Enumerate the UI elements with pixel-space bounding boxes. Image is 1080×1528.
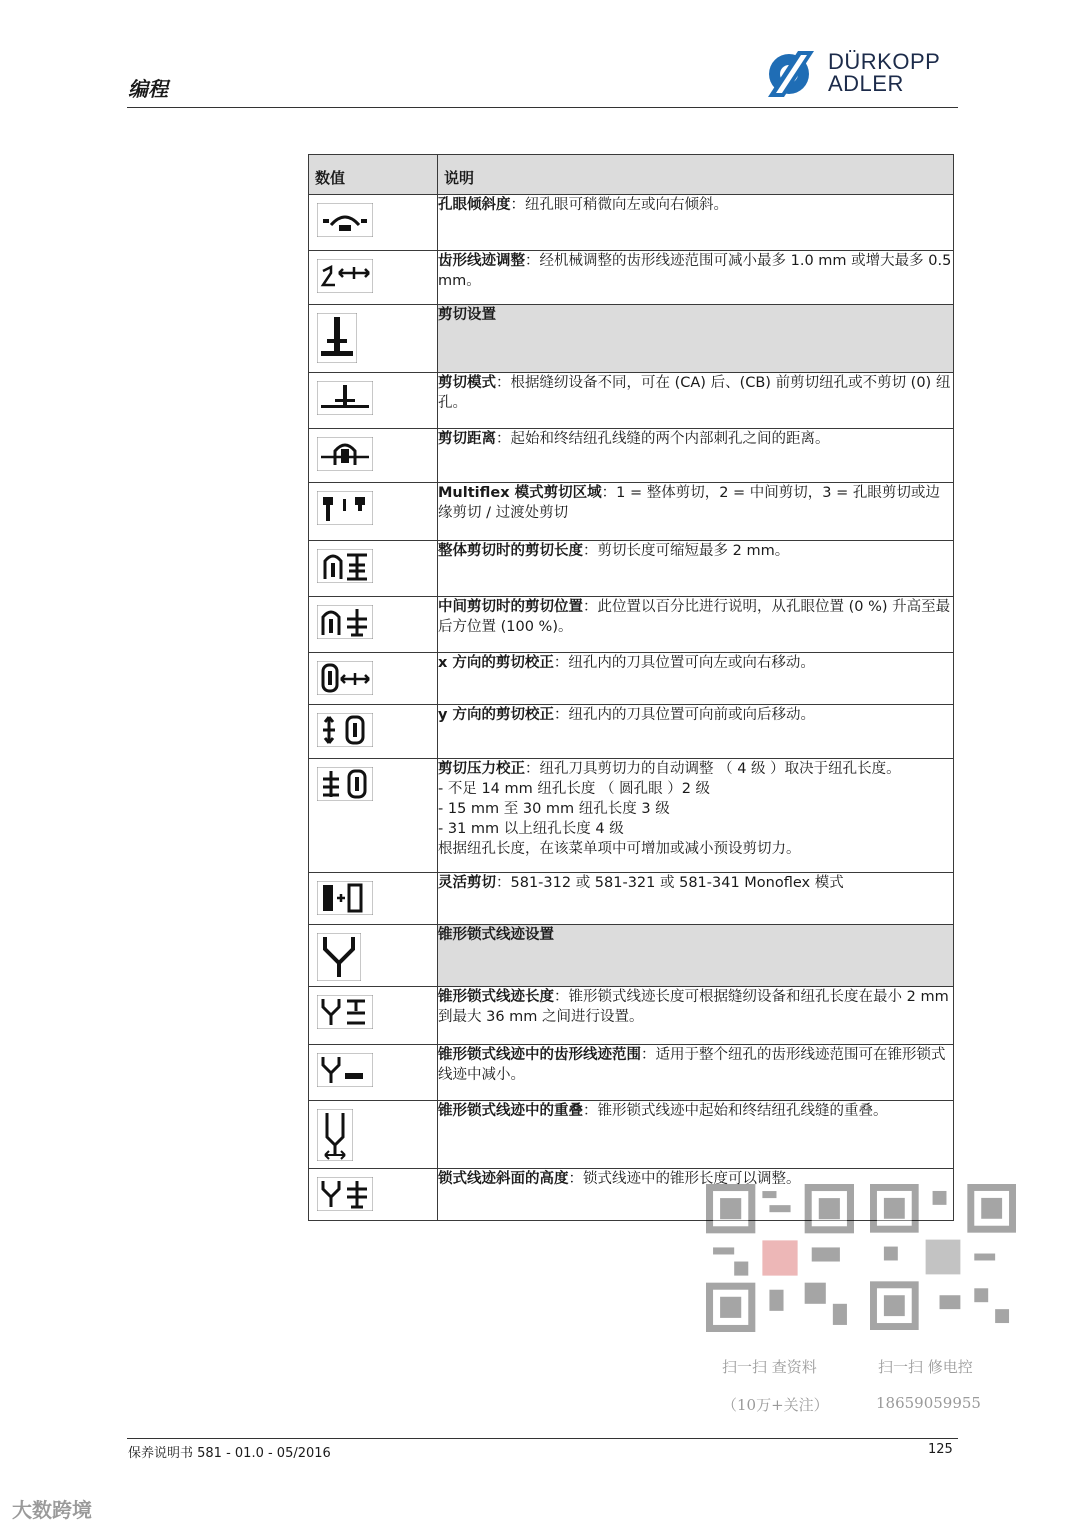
full-cut-length-icon [317, 549, 373, 587]
middle-cut-position-icon [317, 605, 373, 643]
parameter-name: 锥形锁式线迹中的齿形线迹范围 [438, 1047, 641, 1063]
description-cell [438, 305, 954, 373]
parameter-description: ：锁式线迹中的锥形长度可以调整。 [568, 1171, 801, 1187]
table-header-row [309, 155, 954, 195]
buttonhole-eye-tilt-icon [317, 203, 373, 241]
logo-text [828, 51, 940, 95]
value-icon-cell [309, 1045, 438, 1101]
parameter-description: ：581-312 或 581-321 或 581-341 Monoflex 模式 [496, 875, 844, 891]
description-cell [438, 251, 954, 305]
page-number: 125 [928, 1442, 953, 1457]
parameter-description: ：锥形锁式线迹长度可根据缝纫设备和纽孔长度在最小 2 mm 到最大 36 mm 之间进行设置。 [438, 989, 949, 1025]
parameter-description: ：纽孔眼可稍微向左或向右倾斜。 [510, 197, 728, 213]
column-header-value: 数值 [309, 155, 438, 195]
description-cell [438, 429, 954, 483]
parameter-name: 整体剪切时的剪切长度 [438, 543, 583, 559]
parameter-description: ：锥形锁式线迹中起始和终结纽孔线缝的重叠。 [583, 1103, 888, 1119]
parameter-name: 锥形锁式线迹长度 [438, 989, 554, 1005]
description-cell [438, 483, 954, 541]
parameter-name: 剪切模式 [438, 375, 496, 391]
qr-code-right [870, 1184, 1016, 1334]
value-icon-cell [309, 873, 438, 925]
table-row [309, 483, 954, 541]
table-row [309, 373, 954, 429]
table-section-row [309, 305, 954, 373]
cut-pressure-icon [317, 767, 373, 805]
parameter-description: ：纽孔内的刀具位置可向左或向右移动。 [553, 655, 815, 671]
parameter-description: ：适用于整个纽孔的齿形线迹范围可在锥形锁式线迹中减小。 [438, 1047, 946, 1083]
table-row [309, 597, 954, 653]
parameter-description: ：纽孔内的刀具位置可向前或向后移动。 [554, 707, 815, 723]
parameter-name: 孔眼倾斜度 [438, 197, 511, 213]
table-row [309, 705, 954, 759]
parameter-name: x 方向的剪切校正 [438, 655, 554, 671]
table-row [309, 429, 954, 483]
cut-correction-x-icon [317, 661, 373, 699]
flex-cut-icon [317, 881, 373, 919]
qr-caption-right-1: 扫一扫 修电控 [878, 1358, 973, 1376]
qr-caption-right-2: 18659059955 [876, 1394, 981, 1412]
parameter-description: ：此位置以百分比进行说明，从孔眼位置 (0 %) 升高至最后方位置 (100 %)。 [438, 599, 951, 635]
value-icon-cell [309, 251, 438, 305]
parameter-description: ：1 = 整体剪切，2 = 中间剪切，3 = 孔眼剪切或边缘剪切 / 过渡处剪切 [438, 485, 940, 521]
table-row [309, 987, 954, 1045]
cut-settings-icon [317, 313, 357, 367]
table-section-row [309, 925, 954, 987]
value-icon-cell [309, 305, 438, 373]
value-icon-cell [309, 705, 438, 759]
table-row [309, 873, 954, 925]
description-cell [438, 597, 954, 653]
table-row [309, 1045, 954, 1101]
taper-bartack-icon [317, 933, 361, 985]
parameter-description: ：剪切长度可缩短最多 2 mm。 [583, 543, 790, 559]
description-cell [438, 373, 954, 429]
value-icon-cell [309, 373, 438, 429]
taper-length-icon [317, 995, 373, 1033]
description-cell [438, 1101, 954, 1169]
description-line: - 31 mm 以上纽孔长度 4 级 [438, 821, 624, 837]
table-row [309, 759, 954, 873]
parameter-name: 剪切压力校正 [438, 761, 525, 777]
parameter-name: 齿形线迹调整 [438, 253, 525, 269]
description-line: - 15 mm 至 30 mm 纽孔长度 3 级 [438, 801, 670, 817]
description-line: - 不足 14 mm 纽孔长度 （ 圆孔眼 ）2 级 [438, 781, 711, 797]
logo-line2: ADLER [828, 71, 904, 96]
taper-overlap-icon [317, 1109, 353, 1165]
value-icon-cell [309, 541, 438, 597]
logo [762, 51, 962, 99]
taper-slope-height-icon [317, 1177, 373, 1215]
parameter-name: 锥形锁式线迹设置 [438, 927, 554, 943]
description-cell [438, 987, 954, 1045]
table-row [309, 653, 954, 705]
value-icon-cell [309, 987, 438, 1045]
description-cell [438, 759, 954, 873]
qr-caption-left-1: 扫一扫 查资料 [722, 1358, 817, 1376]
value-icon-cell [309, 195, 438, 251]
cut-correction-y-icon [317, 713, 373, 751]
table-row [309, 1169, 954, 1221]
description-cell [438, 1045, 954, 1101]
cut-mode-icon [317, 381, 373, 419]
header-rule [127, 107, 958, 108]
watermark: 大数跨境 [12, 1498, 92, 1522]
value-icon-cell [309, 483, 438, 541]
column-header-description: 说明 [438, 155, 954, 195]
value-icon-cell [309, 1101, 438, 1169]
parameter-table [308, 154, 954, 1221]
footer-rule [127, 1438, 958, 1439]
logo-mark-icon [762, 51, 822, 97]
cut-distance-icon [317, 437, 373, 475]
parameter-name: 灵活剪切 [438, 875, 496, 891]
value-icon-cell [309, 1169, 438, 1221]
taper-zigzag-icon [317, 1053, 373, 1091]
description-cell [438, 195, 954, 251]
description-cell [438, 925, 954, 987]
table-row [309, 1101, 954, 1169]
logo-line1: DÜRKOPP [828, 49, 941, 74]
parameter-name: 剪切距离 [438, 431, 496, 447]
zigzag-adjust-icon [317, 259, 373, 297]
value-icon-cell [309, 653, 438, 705]
value-icon-cell [309, 429, 438, 483]
qr-caption-left-2: （10万+关注） [722, 1396, 829, 1414]
page-title: 编程 [128, 77, 168, 101]
description-cell [438, 541, 954, 597]
table-row [309, 195, 954, 251]
description-cell [438, 705, 954, 759]
value-icon-cell [309, 597, 438, 653]
value-icon-cell [309, 759, 438, 873]
parameter-name: 锥形锁式线迹中的重叠 [438, 1103, 583, 1119]
parameter-description: ：经机械调整的齿形线迹范围可减小最多 1.0 mm 或增大最多 0.5 mm。 [438, 253, 952, 289]
description-line: 根据纽孔长度，在该菜单项中可增加或减小预设剪切力。 [438, 841, 801, 857]
table-row [309, 251, 954, 305]
parameter-name: 剪切设置 [438, 307, 496, 323]
footer-manual-ref: 保养说明书 581 - 01.0 - 05/2016 [128, 1446, 331, 1461]
parameter-description: ：根据缝纫设备不同，可在 (CA) 后、(CB) 前剪切纽孔或不剪切 (0) 纽孔。 [438, 375, 951, 411]
qr-code-left [706, 1184, 854, 1336]
description-cell [438, 873, 954, 925]
value-icon-cell [309, 925, 438, 987]
parameter-name: 锁式线迹斜面的高度 [438, 1171, 569, 1187]
parameter-description: ：起始和终结纽孔线缝的两个内部刺孔之间的距离。 [496, 431, 830, 447]
parameter-name: 中间剪切时的剪切位置 [438, 599, 583, 615]
multiflex-cut-icon [317, 491, 373, 529]
table-row [309, 541, 954, 597]
parameter-name: Multiflex 模式剪切区域 [438, 485, 602, 501]
description-cell [438, 653, 954, 705]
parameter-name: y 方向的剪切校正 [438, 707, 554, 723]
parameter-description: ：纽孔刀具剪切力的自动调整 （ 4 级 ）取决于纽孔长度。 [525, 761, 901, 777]
